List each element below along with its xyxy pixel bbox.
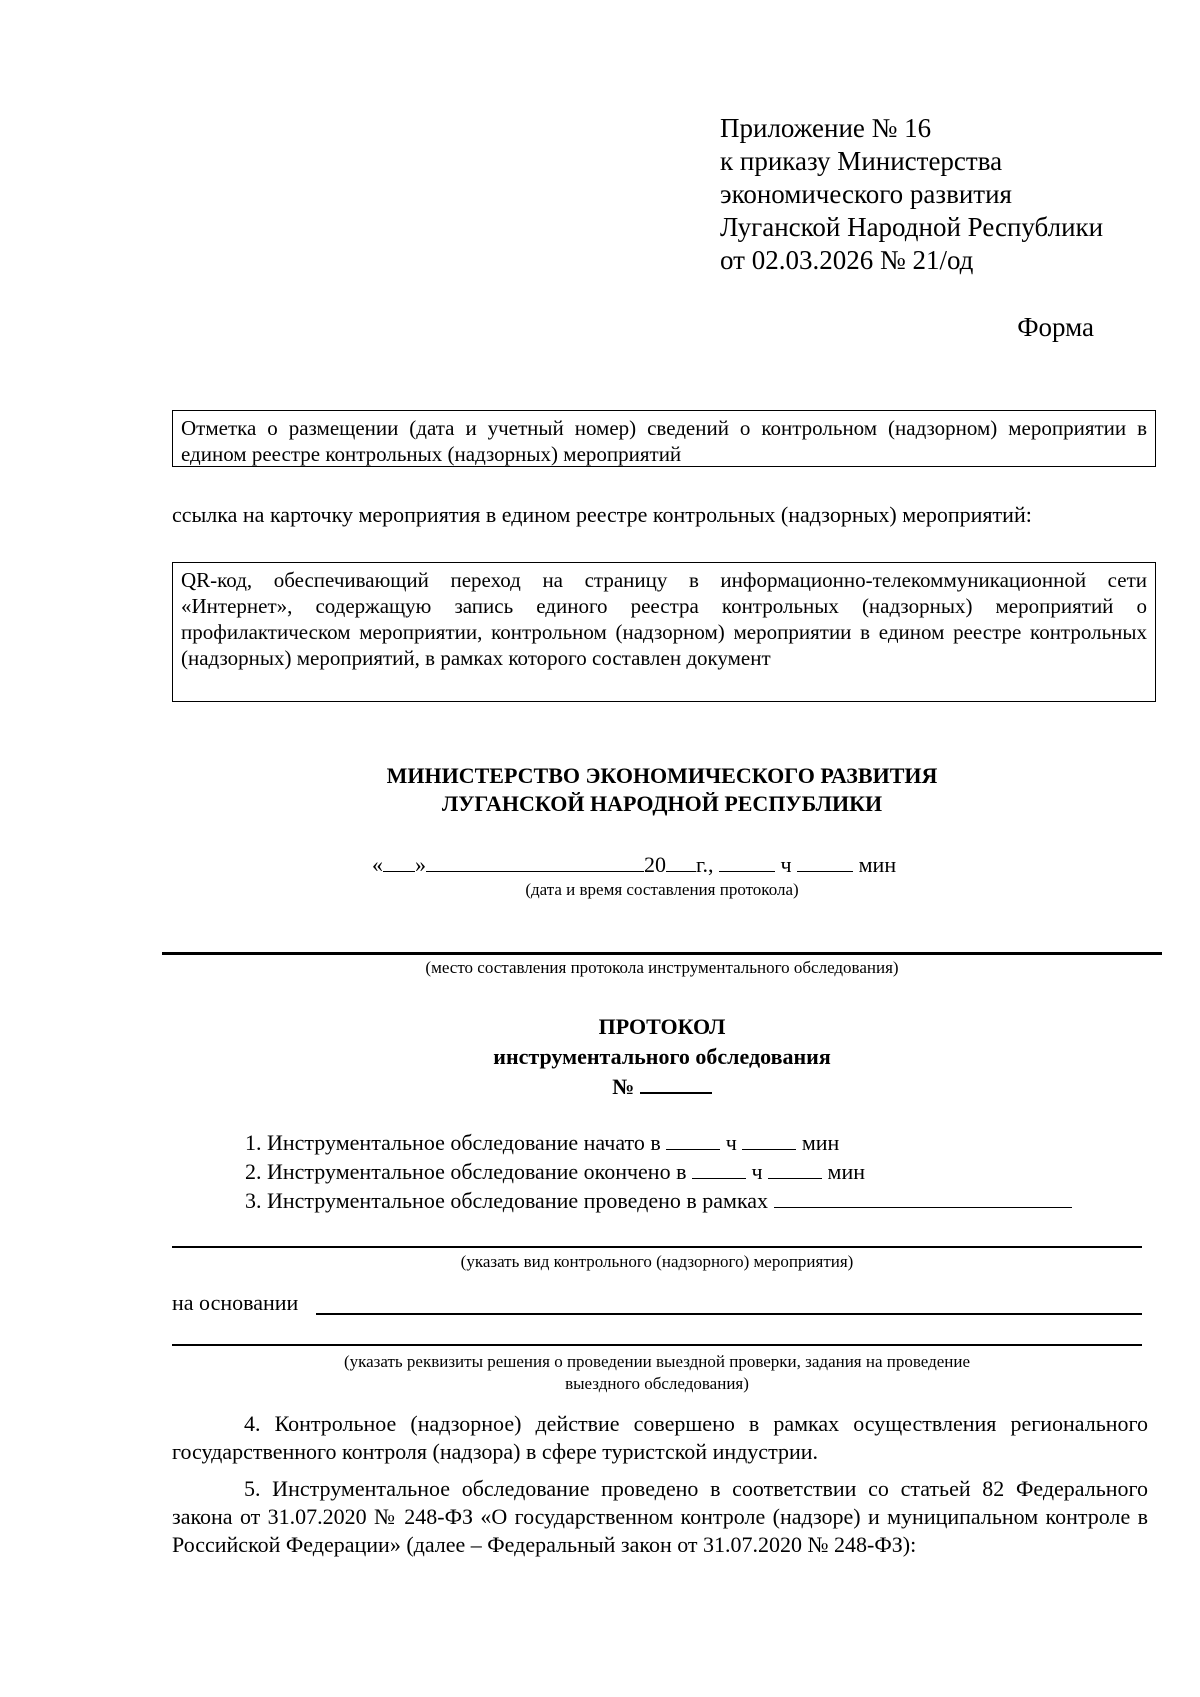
place-field-line[interactable] [162, 952, 1162, 955]
requisites-field-line[interactable] [172, 1344, 1142, 1346]
requisites-caption [0, 1351, 1200, 1395]
year-field[interactable] [666, 853, 696, 872]
end-minutes-field[interactable] [768, 1160, 822, 1179]
number-label: № [612, 1074, 635, 1099]
appendix-line-3: экономического развития [720, 179, 1012, 209]
start-minutes-label: мин [801, 1130, 840, 1155]
item-start-time [245, 1130, 839, 1156]
protocol-subtitle: инструментального обследования [493, 1044, 831, 1069]
appendix-line-2: к приказу Министерства [720, 146, 1003, 176]
open-quote: « [372, 852, 383, 877]
requisites-caption-line-2: выездного обследования) [565, 1374, 749, 1393]
hours-label: ч [780, 852, 792, 877]
year-suffix: г., [696, 852, 714, 877]
close-quote: » [415, 852, 426, 877]
appendix-line-5: от 02.03.2026 № 21/од [720, 245, 974, 275]
basis-field-line[interactable] [316, 1313, 1142, 1315]
appendix-line-1: Приложение № 16 [720, 113, 932, 143]
year-prefix: 20 [644, 852, 666, 877]
end-minutes-label: мин [827, 1159, 866, 1184]
item-end-time [245, 1159, 865, 1185]
appendix-header [720, 112, 1103, 277]
protocol-number [0, 1072, 1200, 1102]
basis-label: на основании [172, 1290, 299, 1315]
registry-mark-box: Отметка о размещении (дата и учетный номер) сведений о контрольном (надзорном) мероприятии в едином реестре контрольных (надзорных) мероприятий [172, 410, 1156, 467]
start-hours-field[interactable] [666, 1131, 720, 1150]
minutes-field[interactable] [797, 853, 853, 872]
protocol-title: ПРОТОКОЛ [598, 1014, 726, 1039]
place-caption: (место составления протокола инструментального обследования) [425, 958, 899, 977]
ministry-line-1: МИНИСТЕРСТВО ЭКОНОМИЧЕСКОГО РАЗВИТИЯ [386, 763, 938, 788]
end-hours-field[interactable] [692, 1160, 746, 1179]
date-caption: (дата и время составления протокола) [525, 880, 799, 899]
requisites-caption-line-1: (указать реквизиты решения о проведении выездной проверки, задания на проведение [343, 1352, 971, 1371]
day-field[interactable] [383, 853, 415, 872]
start-minutes-field[interactable] [742, 1131, 796, 1150]
hours-field[interactable] [719, 853, 775, 872]
item-scope [245, 1188, 1072, 1214]
qr-code-box: QR-код, обеспечивающий переход на страницу в информационно-телекоммуникационной сети «Интернет», содержащую запись единого реестра контрольных (надзорных) мероприятий о профилактическом мероприятии, контрольном (надзорном) мероприятии в едином реестре контрольных (надзорных) мероприятий, в рамках которого составлен документ [172, 562, 1156, 702]
item-3-text: 3. Инструментальное обследование проведено в рамках [245, 1188, 769, 1213]
appendix-line-4: Луганской Народной Республики [720, 212, 1104, 242]
protocol-heading [0, 1012, 1200, 1102]
protocol-number-field[interactable] [640, 1072, 712, 1094]
item-1-text: 1. Инструментальное обследование начато в [245, 1130, 661, 1155]
date-time-line [372, 852, 896, 878]
ministry-heading [0, 762, 1200, 818]
paragraph-4: 4. Контрольное (надзорное) действие совершено в рамках осуществления регионального государственного контроля (надзора) в сфере туристской индустрии. [172, 1411, 1148, 1464]
start-hours-label: ч [725, 1130, 737, 1155]
registry-link-label: ссылка на карточку мероприятия в едином реестре контрольных (надзорных) мероприятий: [172, 502, 1032, 527]
paragraph-5: 5. Инструментальное обследование проведено в соответствии со статьей 82 Федерального закона от 31.07.2020 № 248-ФЗ «О государственном контроле (надзоре) и муниципальном контроле в Российской Федерации» (далее – Федеральный закон от 31.07.2020 № 248-ФЗ): [172, 1476, 1148, 1557]
minutes-label: мин [858, 852, 897, 877]
ministry-line-2: ЛУГАНСКОЙ НАРОДНОЙ РЕСПУБЛИКИ [441, 791, 883, 816]
kind-caption: (указать вид контрольного (надзорного) мероприятия) [460, 1252, 854, 1271]
month-field[interactable] [426, 853, 644, 872]
form-label: Форма [1017, 312, 1094, 342]
scope-field[interactable] [774, 1189, 1072, 1208]
item-2-text: 2. Инструментальное обследование окончено в [245, 1159, 687, 1184]
end-hours-label: ч [751, 1159, 763, 1184]
kind-field-line[interactable] [172, 1246, 1142, 1248]
